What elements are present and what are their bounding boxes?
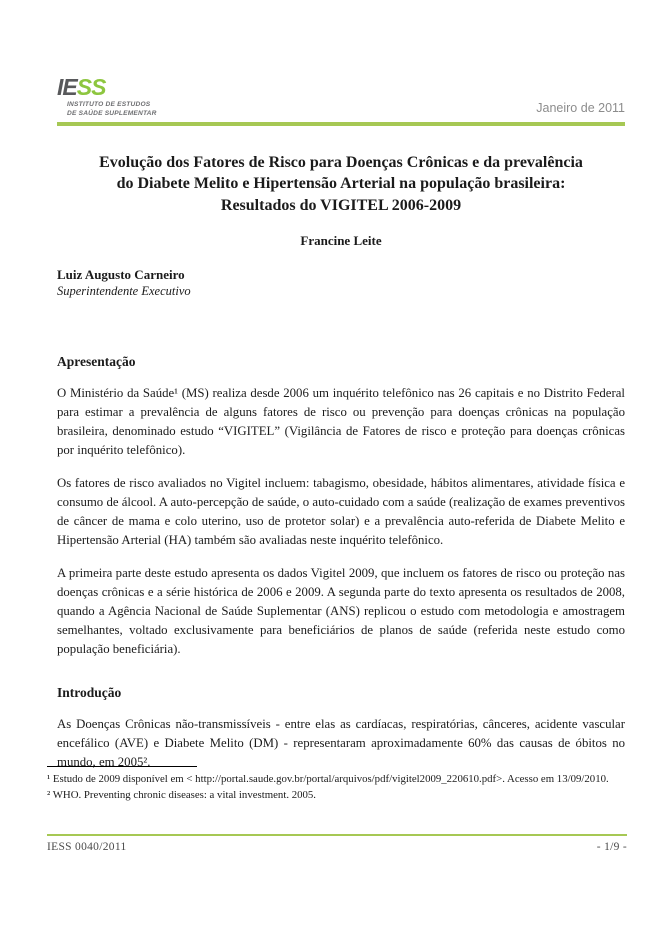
paragraph-apresentacao-2: Os fatores de risco avaliados no Vigitel incluem: tabagismo, obesidade, hábitos alimentares, atividade física e consumo de álcool. A auto-percepção de saúde, o auto-cuidado com a saúde (realização de exames preventivos de câncer de mama e colo uterino, uso de protetor solar) e a prevalência auto-referida de Diabete Melito e Hipertensão Arterial (HA) também são avaliadas neste inquérito telefônico. bbox=[57, 476, 625, 548]
document-title-line2: do Diabete Melito e Hipertensão Arterial na população brasileira: bbox=[116, 175, 566, 193]
footnote-1: ¹ Estudo de 2009 disponível em < http://portal.saude.gov.br/portal/arquivos/pdf/vigitel2009_220610.pdf>. Acesso em 13/09/2010. bbox=[47, 773, 609, 785]
executive-author-role: Superintendente Executivo bbox=[57, 284, 191, 299]
document-title bbox=[57, 152, 625, 217]
executive-author-name: Luiz Augusto Carneiro bbox=[57, 267, 185, 283]
footer-document-id: IESS 0040/2011 bbox=[47, 841, 127, 853]
footer-divider bbox=[47, 834, 627, 836]
document-title-line1: Evolução dos Fatores de Risco para Doenças Crônicas e da prevalência bbox=[99, 153, 583, 171]
logo-text-ie: IE bbox=[57, 74, 77, 100]
section-heading-apresentacao: Apresentação bbox=[57, 354, 136, 370]
page-header bbox=[57, 0, 625, 119]
paragraph-introducao-1: As Doenças Crônicas não-transmissíveis - entre elas as cardíacas, respiratórias, cânceres, acidente vascular encefálico (AVE) e Diabete Melito (DM) - representaram aproximadamente 60% das causas de óbitos no mundo, em 2005². bbox=[57, 717, 625, 770]
lead-author: Francine Leite bbox=[300, 233, 382, 249]
paragraph-apresentacao-1: O Ministério da Saúde¹ (MS) realiza desde 2006 um inquérito telefônico nas 26 capitais e no Distrito Federal para estimar a prevalência de alguns fatores de risco ou prevenção para doenças crônicas na população brasileira, denominado estudo “VIGITEL” (Vigilância de Fatores de risco e proteção para doenças crônicas por inquérito telefônico). bbox=[57, 386, 625, 458]
page-footer bbox=[47, 834, 627, 853]
logo-subtitle-line2: DE SAÚDE SUPLEMENTAR bbox=[67, 109, 157, 117]
logo-text-ss: SS bbox=[76, 74, 106, 100]
footnote-2: ² WHO. Preventing chronic diseases: a vital investment. 2005. bbox=[47, 788, 317, 801]
iess-logo-wordmark bbox=[57, 76, 625, 99]
executive-author-block bbox=[57, 266, 625, 299]
paragraph-apresentacao-3: A primeira parte deste estudo apresenta os dados Vigitel 2009, que incluem os fatores de risco ou proteção nas doenças crônicas e a série histórica de 2006 e 2009. A segunda parte do texto apresenta os resultados de 2008, quando a Agência Nacional de Saúde Suplementar (ANS) replicou o estudo com metodologia e amostragem semelhantes, voltado exclusivamente para beneficiários de planos de saúde (referida neste estudo como população beneficiária). bbox=[57, 566, 625, 657]
header-divider bbox=[57, 122, 625, 126]
footnotes-area bbox=[47, 766, 627, 803]
footer-row bbox=[47, 841, 627, 853]
footnote-separator bbox=[47, 766, 197, 767]
logo-subtitle-line1: INSTITUTO DE ESTUDOS bbox=[67, 101, 151, 108]
issue-date: Janeiro de 2011 bbox=[536, 100, 625, 115]
section-heading-introducao: Introdução bbox=[57, 685, 122, 701]
document-title-line3: Resultados do VIGITEL 2006-2009 bbox=[220, 196, 462, 214]
footer-page-number: - 1/9 - bbox=[596, 841, 627, 853]
